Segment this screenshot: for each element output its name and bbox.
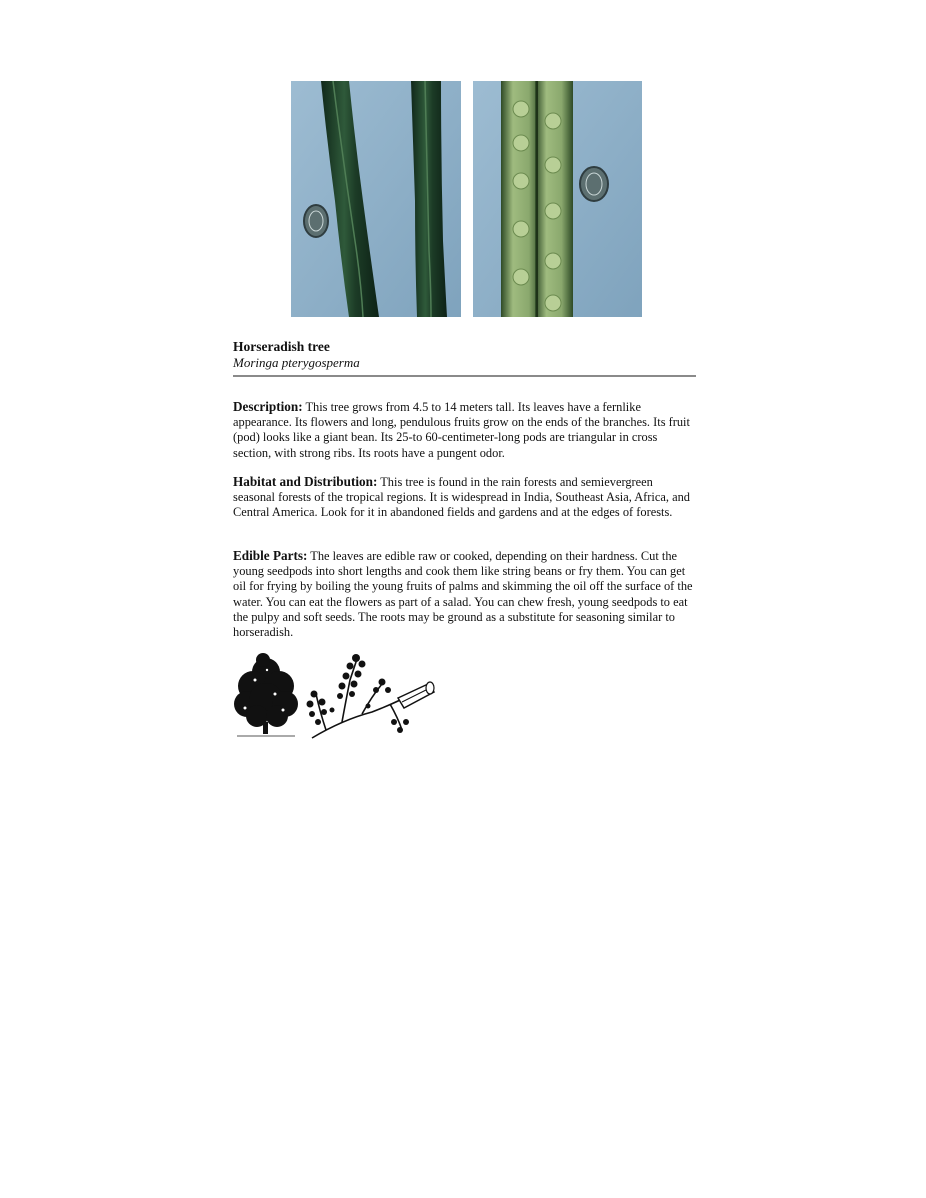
pods-photo-whole <box>291 81 461 317</box>
divider-rule <box>233 375 696 377</box>
plant-title-block <box>233 339 696 371</box>
description-heading: Description: <box>233 399 303 414</box>
edible-parts-heading: Edible Parts: <box>233 548 308 563</box>
habitat-text: This tree is found in the rain forests and semievergreen seasonal forests of the tropical regions. It is widespread in India, Southeast Asia, Africa, and Central America. Look for it in abandoned fields and gardens and at the edges of forests. <box>233 475 690 520</box>
tree-sketch <box>233 650 299 740</box>
habitat-section <box>233 474 696 521</box>
description-text: This tree grows from 4.5 to 14 meters tall. Its leaves have a fernlike appearance. Its flowers and long, pendulous fruits grow on the ends of the branches. Its fruit (pod) looks like a giant bean. Its 25-to 60-centimeter-long pods are triangular in cross section, with strong ribs. Its roots have a pungent odor. <box>233 400 690 460</box>
edible-parts-text: The leaves are edible raw or cooked, depending on their hardness. Cut the young seedpods into short lengths and cook them like string beans or fry them. You can get oil for frying by boiling the young fruits of palms and skimming the oil off the surface of the water. You can eat the flowers as part of a salad. You can chew fresh, young seedpods to eat the pulpy and soft seeds. The roots may be ground as a substitute for seasoning similar to horseradish. <box>233 549 693 640</box>
pods-photo-opened <box>473 81 642 317</box>
scientific-name: Moringa pterygosperma <box>233 355 360 370</box>
description-section <box>233 399 696 461</box>
habitat-heading: Habitat and Distribution: <box>233 474 378 489</box>
common-name: Horseradish tree <box>233 339 330 354</box>
edible-parts-section <box>233 548 696 640</box>
branch-pod-sketch <box>302 650 436 742</box>
